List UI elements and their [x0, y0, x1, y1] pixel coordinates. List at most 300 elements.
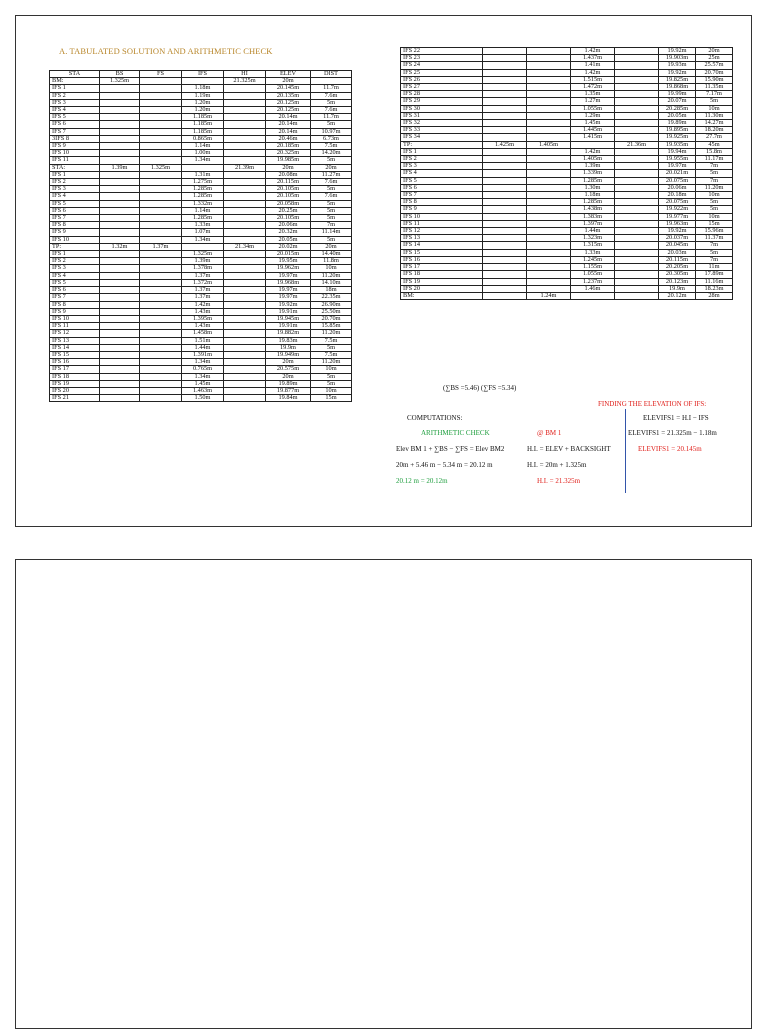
table-row	[50, 395, 352, 402]
table-row	[50, 200, 352, 207]
cell-elev: 20.058m	[266, 200, 311, 207]
table-row	[401, 213, 733, 220]
cell-ifs: 1.515m	[571, 76, 615, 83]
cell-sta: IFS 21	[50, 395, 100, 402]
table-row	[50, 287, 352, 294]
cell-dist: 5m	[696, 249, 733, 256]
cell-bs	[100, 380, 140, 387]
cell-elev: 19.968m	[266, 279, 311, 286]
cell-fs	[140, 287, 182, 294]
header-sta: STA	[50, 71, 100, 78]
cell-sta: IFS 13	[50, 337, 100, 344]
cell-sta: TP:	[50, 243, 100, 250]
cell-elev: 20.14m	[266, 114, 311, 121]
cell-sta: IFS 14	[50, 344, 100, 351]
cell-hi	[615, 199, 659, 206]
table-row	[50, 107, 352, 114]
cell-bs	[100, 128, 140, 135]
cell-bs	[100, 301, 140, 308]
cell-hi	[615, 69, 659, 76]
cell-bs	[100, 344, 140, 351]
cell-bs: 1.425m	[483, 141, 527, 148]
cell-sta: IFS 19	[401, 278, 483, 285]
cell-hi	[224, 114, 266, 121]
cell-sta: IFS 19	[50, 380, 100, 387]
cell-fs	[140, 373, 182, 380]
cell-sta: IFS 7	[50, 294, 100, 301]
cell-ifs: 1.285m	[182, 215, 224, 222]
cell-ifs: 1.31m	[182, 171, 224, 178]
table-row	[50, 229, 352, 236]
cell-sta: IFS 9	[50, 308, 100, 315]
table-row	[401, 163, 733, 170]
cell-ifs: 0.765m	[182, 366, 224, 373]
table-row	[401, 264, 733, 271]
cell-bs	[483, 199, 527, 206]
cell-hi	[224, 344, 266, 351]
cell-dist: 10m	[311, 366, 352, 373]
cell-fs	[527, 112, 571, 119]
table-row	[401, 76, 733, 83]
cell-ifs: 1.372m	[182, 279, 224, 286]
cell-bs	[100, 315, 140, 322]
cell-sta: IFS 5	[50, 279, 100, 286]
cell-fs	[527, 278, 571, 285]
cell-hi	[615, 112, 659, 119]
cell-dist: 10m	[696, 105, 733, 112]
cell-elev: 19.97m	[266, 272, 311, 279]
cell-sta: IFS 15	[50, 351, 100, 358]
cell-bs	[100, 157, 140, 164]
cell-sta: IFS 14	[401, 242, 483, 249]
cell-elev: 19.97m	[266, 287, 311, 294]
cell-bs	[483, 271, 527, 278]
cell-elev: 19.91m	[266, 308, 311, 315]
cell-ifs: 1.34m	[182, 157, 224, 164]
cell-fs	[527, 228, 571, 235]
cell-hi	[615, 84, 659, 91]
elev-calculation: ELEVIFS1 = 21.325m − 1.18m	[628, 429, 717, 437]
cell-sta: IFS 6	[50, 121, 100, 128]
cell-sta: IFS 16	[50, 359, 100, 366]
header-dist: DIST	[311, 71, 352, 78]
cell-elev: 20.05m	[266, 236, 311, 243]
cell-bs	[100, 171, 140, 178]
cell-ifs: 1.43m	[182, 308, 224, 315]
cell-hi	[224, 143, 266, 150]
cell-fs	[140, 359, 182, 366]
arith-substitution: 20m + 5.46 m − 5.34 m = 20.12 m	[396, 461, 493, 469]
cell-sta: IFS 18	[401, 271, 483, 278]
cell-fs	[527, 134, 571, 141]
cell-bs	[100, 85, 140, 92]
table-row	[50, 150, 352, 157]
cell-fs	[527, 105, 571, 112]
cell-ifs: 1.185m	[182, 114, 224, 121]
cell-dist: 5m	[311, 344, 352, 351]
cell-hi	[224, 337, 266, 344]
cell-hi	[615, 228, 659, 235]
cell-fs	[527, 163, 571, 170]
cell-sta: IFS 3	[401, 163, 483, 170]
cell-ifs: 1.185m	[182, 128, 224, 135]
cell-ifs: 1.45m	[571, 120, 615, 127]
cell-sta: IFS 17	[50, 366, 100, 373]
cell-dist: 5m	[696, 170, 733, 177]
cell-hi	[615, 48, 659, 55]
cell-dist: 11.7m	[311, 85, 352, 92]
hi-calculation: H.I. = 20m + 1.325m	[527, 461, 587, 469]
leveling-table-left	[49, 70, 352, 402]
table-row	[50, 135, 352, 142]
table-row	[401, 69, 733, 76]
hi-formula: H.I. = ELEV + BACKSIGHT	[527, 445, 611, 453]
cell-elev: 19.89m	[266, 380, 311, 387]
cell-fs	[140, 251, 182, 258]
table-row	[50, 78, 352, 85]
cell-ifs: 1.463m	[182, 387, 224, 394]
cell-ifs: 1.391m	[182, 351, 224, 358]
cell-fs	[527, 206, 571, 213]
table-row	[401, 285, 733, 292]
cell-bs	[483, 249, 527, 256]
cell-hi	[224, 359, 266, 366]
cell-bs	[100, 200, 140, 207]
cell-elev: 19.962m	[266, 265, 311, 272]
cell-ifs: 1.51m	[182, 337, 224, 344]
cell-dist: 7.5m	[311, 337, 352, 344]
cell-dist: 5m	[311, 121, 352, 128]
table-row	[401, 228, 733, 235]
cell-hi	[615, 127, 659, 134]
cell-ifs: 1.29m	[571, 112, 615, 119]
table-row	[401, 134, 733, 141]
cell-fs	[527, 177, 571, 184]
cell-elev: 20.32m	[266, 229, 311, 236]
cell-sta: IFS 6	[50, 207, 100, 214]
cell-sta: IFS 10	[50, 236, 100, 243]
cell-dist: 5m	[311, 99, 352, 106]
cell-hi	[224, 323, 266, 330]
cell-hi	[615, 120, 659, 127]
cell-sta: IFS 10	[50, 315, 100, 322]
cell-ifs: 0.865m	[182, 135, 224, 142]
header-hi: HI	[224, 71, 266, 78]
cell-dist: 45m	[696, 141, 733, 148]
cell-ifs: 1.20m	[182, 107, 224, 114]
cell-elev: 19.91m	[266, 323, 311, 330]
cell-fs	[140, 387, 182, 394]
cell-elev: 19.977m	[659, 213, 696, 220]
cell-bs	[483, 127, 527, 134]
cell-hi	[224, 99, 266, 106]
cell-hi	[615, 177, 659, 184]
cell-bs	[483, 76, 527, 83]
cell-fs	[527, 271, 571, 278]
cell-hi	[615, 62, 659, 69]
table-row	[50, 294, 352, 301]
cell-ifs: 1.27m	[571, 98, 615, 105]
cell-fs	[140, 344, 182, 351]
table-row	[50, 265, 352, 272]
cell-sta: IFS 4	[50, 107, 100, 114]
cell-fs	[527, 98, 571, 105]
cell-ifs: 1.445m	[571, 127, 615, 134]
cell-sta: IFS 12	[401, 228, 483, 235]
cell-ifs: 1.395m	[182, 315, 224, 322]
table-row	[50, 344, 352, 351]
cell-bs: 1.32m	[100, 243, 140, 250]
cell-fs	[140, 114, 182, 121]
cell-sta: IFS 9	[50, 229, 100, 236]
cell-fs	[140, 330, 182, 337]
cell-dist: 14.40m	[311, 251, 352, 258]
cell-fs	[140, 200, 182, 207]
cell-ifs: 1.42m	[571, 69, 615, 76]
cell-bs	[483, 98, 527, 105]
table-row	[401, 184, 733, 191]
table-row	[50, 359, 352, 366]
cell-bs	[483, 69, 527, 76]
cell-hi	[224, 207, 266, 214]
cell-sta: IFS 6	[401, 184, 483, 191]
cell-ifs: 1.285m	[182, 193, 224, 200]
cell-dist: 11.20m	[311, 272, 352, 279]
cell-hi	[224, 366, 266, 373]
cell-hi	[224, 222, 266, 229]
cell-sta: IFS 33	[401, 127, 483, 134]
cell-ifs: 1.41m	[571, 62, 615, 69]
cell-ifs: 1.237m	[571, 278, 615, 285]
cell-dist: 5m	[311, 186, 352, 193]
cell-hi: 21.34m	[224, 243, 266, 250]
cell-ifs: 1.35m	[571, 91, 615, 98]
cell-hi	[615, 285, 659, 292]
cell-ifs: 1.397m	[571, 220, 615, 227]
cell-hi	[224, 265, 266, 272]
cell-dist: 15m	[696, 220, 733, 227]
cell-ifs: 1.185m	[182, 121, 224, 128]
cell-dist: 5m	[311, 200, 352, 207]
cell-ifs: 1.46m	[571, 285, 615, 292]
cell-bs	[100, 236, 140, 243]
cell-fs	[140, 121, 182, 128]
cell-sta: IFS 2	[50, 92, 100, 99]
cell-fs	[140, 99, 182, 106]
cell-fs	[140, 171, 182, 178]
cell-hi	[224, 330, 266, 337]
table-row	[50, 323, 352, 330]
cell-dist: 7.5m	[311, 143, 352, 150]
cell-sta: IFS 10	[50, 150, 100, 157]
cell-hi	[615, 163, 659, 170]
cell-elev: 20.305m	[659, 271, 696, 278]
cell-sta: BM:	[50, 78, 100, 85]
cell-ifs: 1.44m	[571, 228, 615, 235]
cell-fs	[527, 69, 571, 76]
cell-bs	[483, 170, 527, 177]
cell-hi: 21.36m	[615, 141, 659, 148]
cell-elev: 20.015m	[266, 251, 311, 258]
cell-dist: 20.70m	[311, 315, 352, 322]
cell-sta: IFS 15	[401, 249, 483, 256]
cell-fs	[527, 235, 571, 242]
cell-bs	[100, 179, 140, 186]
table-row	[50, 330, 352, 337]
cell-ifs: 1.472m	[571, 84, 615, 91]
cell-bs: 1.325m	[100, 78, 140, 85]
cell-elev: 19.94m	[659, 148, 696, 155]
cell-hi	[224, 380, 266, 387]
cell-elev: 20.115m	[266, 179, 311, 186]
cell-dist: 5m	[696, 206, 733, 213]
cell-elev: 19.83m	[266, 337, 311, 344]
cell-bs	[100, 114, 140, 121]
cell-dist: 20m	[696, 48, 733, 55]
table-row	[401, 220, 733, 227]
cell-hi	[224, 121, 266, 128]
table-row	[50, 380, 352, 387]
cell-dist: 11.14m	[311, 229, 352, 236]
cell-bs	[483, 285, 527, 292]
cell-hi	[224, 171, 266, 178]
cell-sta: IFS 24	[401, 62, 483, 69]
cell-fs	[140, 265, 182, 272]
cell-elev: 20.06m	[266, 222, 311, 229]
cell-fs	[527, 184, 571, 191]
cell-fs	[140, 258, 182, 265]
cell-hi	[224, 287, 266, 294]
table-row	[50, 308, 352, 315]
cell-hi	[224, 315, 266, 322]
cell-elev: 19.97m	[659, 163, 696, 170]
cell-bs	[100, 215, 140, 222]
cell-hi	[224, 308, 266, 315]
cell-bs	[483, 256, 527, 263]
arith-result: 20.12 m = 20.12m	[396, 477, 448, 485]
cell-fs	[140, 337, 182, 344]
cell-hi	[615, 148, 659, 155]
cell-bs	[483, 134, 527, 141]
leveling-table-right	[400, 47, 733, 300]
cell-sta: IFS 22	[401, 48, 483, 55]
cell-ifs: 1.30m	[571, 184, 615, 191]
cell-hi	[615, 213, 659, 220]
cell-hi	[615, 235, 659, 242]
cell-ifs: 1.378m	[182, 265, 224, 272]
cell-bs	[100, 294, 140, 301]
cell-elev: 19.922m	[659, 206, 696, 213]
cell-hi	[224, 236, 266, 243]
cell-dist: 5m	[311, 380, 352, 387]
table-row	[401, 105, 733, 112]
table-row	[401, 271, 733, 278]
cell-fs	[140, 301, 182, 308]
cell-dist: 11m	[696, 264, 733, 271]
cell-dist: 15.96m	[696, 228, 733, 235]
cell-dist: 7m	[696, 163, 733, 170]
cell-hi	[224, 229, 266, 236]
cell-hi	[615, 91, 659, 98]
cell-ifs: 1.00m	[182, 150, 224, 157]
cell-sta: IFS 32	[401, 120, 483, 127]
cell-fs	[527, 120, 571, 127]
cell-sta: IFS 17	[401, 264, 483, 271]
cell-dist: 11.20m	[696, 184, 733, 191]
cell-elev: 20m	[266, 78, 311, 85]
table-row	[401, 156, 733, 163]
cell-elev: 19.903m	[659, 55, 696, 62]
cell-ifs: 1.34m	[182, 359, 224, 366]
cell-fs	[527, 156, 571, 163]
cell-hi	[615, 206, 659, 213]
cell-fs	[527, 55, 571, 62]
table-row	[50, 279, 352, 286]
cell-sta: IFS 34	[401, 134, 483, 141]
cell-bs	[483, 235, 527, 242]
cell-dist: 11.20m	[311, 359, 352, 366]
cell-bs	[100, 359, 140, 366]
cell-hi	[224, 179, 266, 186]
table-row	[401, 112, 733, 119]
cell-ifs: 1.245m	[571, 256, 615, 263]
table-row	[50, 179, 352, 186]
cell-ifs: 1.20m	[182, 99, 224, 106]
cell-bs	[483, 62, 527, 69]
cell-dist: 7m	[696, 256, 733, 263]
cell-ifs: 1.37m	[182, 272, 224, 279]
cell-fs	[140, 150, 182, 157]
cell-elev: 19.92m	[659, 48, 696, 55]
cell-bs	[100, 387, 140, 394]
cell-hi	[615, 76, 659, 83]
cell-dist: 18.20m	[696, 127, 733, 134]
cell-fs	[527, 91, 571, 98]
cell-bs	[100, 366, 140, 373]
cell-sta: IFS 18	[50, 373, 100, 380]
cell-bs	[100, 258, 140, 265]
cell-ifs	[571, 141, 615, 148]
cell-elev: 19.92m	[659, 69, 696, 76]
cell-elev: 20.125m	[266, 99, 311, 106]
cell-sta: IFS 20	[50, 387, 100, 394]
cell-ifs: 1.437m	[571, 55, 615, 62]
cell-sta: IFS 3	[50, 265, 100, 272]
cell-elev: 20.02m	[266, 243, 311, 250]
cell-sta: IFS 13	[401, 235, 483, 242]
cell-elev: 19.825m	[659, 76, 696, 83]
cell-sta: IFS 2	[401, 156, 483, 163]
cell-dist: 17.89m	[696, 271, 733, 278]
cell-hi	[615, 98, 659, 105]
table-row	[50, 85, 352, 92]
cell-elev: 20.125m	[266, 107, 311, 114]
cell-elev: 19.935m	[659, 141, 696, 148]
cell-ifs: 1.315m	[571, 242, 615, 249]
cell-fs: 1.405m	[527, 141, 571, 148]
cell-sta: IFS 8	[50, 301, 100, 308]
cell-ifs: 1.34m	[182, 373, 224, 380]
cell-elev: 20.105m	[266, 193, 311, 200]
cell-dist: 27.7m	[696, 134, 733, 141]
cell-bs	[483, 48, 527, 55]
cell-ifs: 1.18m	[571, 192, 615, 199]
cell-dist: 14.20m	[311, 150, 352, 157]
cell-hi	[615, 170, 659, 177]
cell-bs	[100, 143, 140, 150]
computations-label: COMPUTATIONS:	[407, 414, 463, 422]
cell-elev: 19.92m	[659, 228, 696, 235]
